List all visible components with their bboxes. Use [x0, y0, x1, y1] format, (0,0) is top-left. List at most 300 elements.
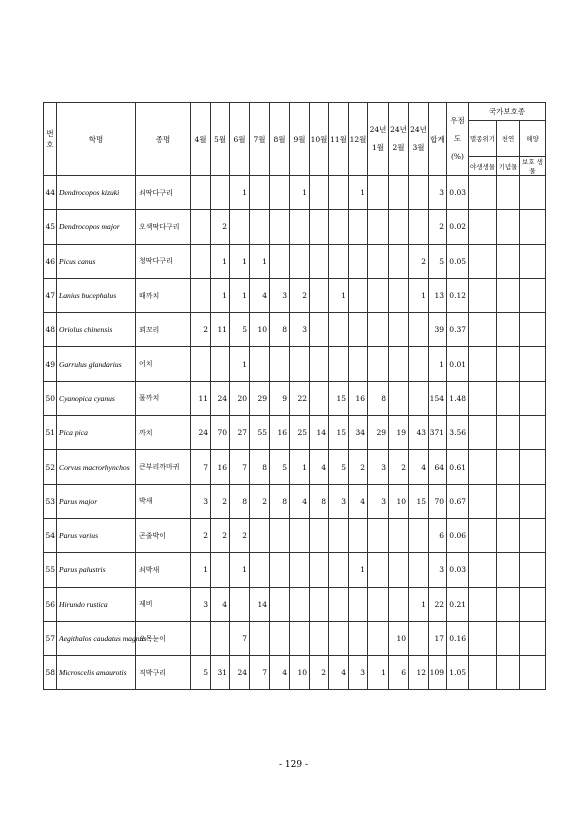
monthly-count: 8: [310, 484, 329, 518]
monthly-count: [290, 518, 310, 552]
monthly-count: [250, 621, 270, 655]
monthly-count: 3: [191, 484, 211, 518]
header-species-name: 종명: [136, 103, 191, 176]
monthly-count: 16: [270, 416, 290, 450]
scientific-name: Picus canus: [57, 244, 136, 278]
monthly-count: 24: [191, 416, 211, 450]
monthly-count: 4: [250, 278, 270, 312]
species-name: 꾀꼬리: [136, 313, 191, 347]
monthly-count: [329, 210, 349, 244]
scientific-name: Hirundo rustica: [57, 587, 136, 621]
monthly-count: 2: [191, 313, 211, 347]
monthly-count: [409, 210, 429, 244]
monthly-count: [211, 553, 230, 587]
total-count: 64: [429, 450, 447, 484]
header-marine-protected: 해양: [520, 121, 546, 157]
monthly-count: 5: [191, 656, 211, 690]
header-month-7: 7월: [250, 103, 270, 176]
header-month-4: 4월: [191, 103, 211, 176]
monthly-count: 1: [230, 278, 250, 312]
monthly-count: [329, 313, 349, 347]
monthly-count: [349, 347, 368, 381]
species-name: 직박구리: [136, 656, 191, 690]
header-scientific-name: 학명: [57, 103, 136, 176]
monthly-count: 1: [191, 553, 211, 587]
total-count: 3: [429, 176, 447, 210]
monthly-count: [349, 621, 368, 655]
monument-cell: [497, 656, 520, 690]
species-name: 박새: [136, 484, 191, 518]
marine-cell: [520, 313, 546, 347]
header-endangered: 멸종위기: [469, 121, 497, 157]
monthly-count: 15: [329, 416, 349, 450]
monthly-count: [270, 518, 290, 552]
monthly-count: 6: [389, 656, 409, 690]
total-count: 17: [429, 621, 447, 655]
monthly-count: [191, 176, 211, 210]
monthly-count: 10: [250, 313, 270, 347]
monthly-count: 29: [250, 381, 270, 415]
monthly-count: [368, 553, 389, 587]
marine-cell: [520, 244, 546, 278]
monthly-count: 1: [349, 176, 368, 210]
monthly-count: 1: [290, 176, 310, 210]
monthly-count: 11: [191, 381, 211, 415]
row-number: 50: [44, 381, 57, 415]
species-name: 쇠딱다구리: [136, 176, 191, 210]
monthly-count: [368, 210, 389, 244]
species-name: 오목눈이: [136, 621, 191, 655]
scientific-name: Oriolus chinensis: [57, 313, 136, 347]
table-row: [44, 484, 546, 518]
monument-cell: [497, 210, 520, 244]
header-month-12: 12월: [349, 103, 368, 176]
monthly-count: 2: [191, 518, 211, 552]
monthly-count: [349, 518, 368, 552]
row-number: 55: [44, 553, 57, 587]
monthly-count: 7: [230, 450, 250, 484]
scientific-name: Lanius bucephalus: [57, 278, 136, 312]
header-no: 번호: [44, 103, 57, 176]
dominance-value: 0.02: [447, 210, 469, 244]
table-row: [44, 450, 546, 484]
monthly-count: 4: [211, 587, 230, 621]
monument-cell: [497, 484, 520, 518]
header-natural-monument-line2: 기념물: [497, 157, 520, 176]
row-number: 48: [44, 313, 57, 347]
row-number: 52: [44, 450, 57, 484]
scientific-name: Cyanopica cyanus: [57, 381, 136, 415]
monthly-count: 31: [211, 656, 230, 690]
monthly-count: [211, 176, 230, 210]
monthly-count: 10: [389, 621, 409, 655]
monthly-count: [329, 244, 349, 278]
monthly-count: [329, 587, 349, 621]
dominance-value: 0.37: [447, 313, 469, 347]
monthly-count: 1: [290, 450, 310, 484]
monthly-count: 2: [290, 278, 310, 312]
header-month-6: 6월: [230, 103, 250, 176]
scientific-name: Pica pica: [57, 416, 136, 450]
species-name: 오색딱다구리: [136, 210, 191, 244]
monthly-count: 16: [211, 450, 230, 484]
header-month-9: 9월: [290, 103, 310, 176]
monthly-count: 10: [290, 656, 310, 690]
monthly-count: [191, 621, 211, 655]
monthly-count: 19: [389, 416, 409, 450]
monthly-count: 8: [368, 381, 389, 415]
header-dominance-unit: (%): [451, 152, 464, 161]
monthly-count: [409, 347, 429, 381]
endangered-cell: [469, 553, 497, 587]
header-dominance-label: 우점도: [450, 116, 465, 143]
row-number: 47: [44, 278, 57, 312]
monthly-count: [270, 587, 290, 621]
total-count: 371: [429, 416, 447, 450]
species-name: 물까치: [136, 381, 191, 415]
endangered-cell: [469, 313, 497, 347]
monthly-count: 1: [230, 347, 250, 381]
table-row: [44, 553, 546, 587]
monthly-count: 3: [290, 313, 310, 347]
endangered-cell: [469, 416, 497, 450]
monthly-count: [329, 518, 349, 552]
table-row: [44, 176, 546, 210]
monthly-count: [310, 176, 329, 210]
monthly-count: [270, 553, 290, 587]
monthly-count: [368, 347, 389, 381]
monument-cell: [497, 518, 520, 552]
monthly-count: 20: [230, 381, 250, 415]
monthly-count: 16: [349, 381, 368, 415]
monthly-count: [270, 244, 290, 278]
monthly-count: 7: [230, 621, 250, 655]
monthly-count: 1: [409, 587, 429, 621]
marine-cell: [520, 484, 546, 518]
monthly-count: [389, 210, 409, 244]
monument-cell: [497, 381, 520, 415]
row-number: 44: [44, 176, 57, 210]
monthly-count: [310, 621, 329, 655]
endangered-cell: [469, 278, 497, 312]
monthly-count: [270, 210, 290, 244]
monthly-count: [310, 210, 329, 244]
dominance-value: 0.12: [447, 278, 469, 312]
dominance-value: 0.05: [447, 244, 469, 278]
monthly-count: [191, 244, 211, 278]
table-row: [44, 518, 546, 552]
monthly-count: [409, 553, 429, 587]
species-name: 까치: [136, 416, 191, 450]
monthly-count: [368, 621, 389, 655]
monthly-count: 5: [270, 450, 290, 484]
monthly-count: [389, 518, 409, 552]
marine-cell: [520, 553, 546, 587]
header-dominance: [447, 103, 469, 176]
scientific-name: Microscelis amaurotis: [57, 656, 136, 690]
monthly-count: 8: [250, 450, 270, 484]
monthly-count: [349, 313, 368, 347]
monthly-count: 2: [389, 450, 409, 484]
monthly-count: [270, 176, 290, 210]
scientific-name: Corvus macrorhynchos: [57, 450, 136, 484]
dominance-value: 3.56: [447, 416, 469, 450]
monthly-count: 2: [409, 244, 429, 278]
monthly-count: 3: [368, 450, 389, 484]
monthly-count: 15: [329, 381, 349, 415]
monument-cell: [497, 244, 520, 278]
table-row: [44, 656, 546, 690]
monthly-count: [310, 553, 329, 587]
header-month-label: 2월: [392, 143, 405, 152]
monthly-count: 29: [368, 416, 389, 450]
monthly-count: [270, 347, 290, 381]
row-number: 57: [44, 621, 57, 655]
monument-cell: [497, 347, 520, 381]
monthly-count: 8: [270, 484, 290, 518]
monthly-count: [230, 210, 250, 244]
row-number: 58: [44, 656, 57, 690]
monthly-count: 1: [250, 244, 270, 278]
row-number: 56: [44, 587, 57, 621]
monthly-count: 5: [329, 450, 349, 484]
monthly-count: 7: [250, 656, 270, 690]
monthly-count: [191, 347, 211, 381]
monthly-count: 1: [211, 244, 230, 278]
total-count: 1: [429, 347, 447, 381]
monthly-count: [389, 347, 409, 381]
row-number: 53: [44, 484, 57, 518]
monthly-count: [290, 210, 310, 244]
monument-cell: [497, 587, 520, 621]
monthly-count: 4: [329, 656, 349, 690]
header-month-8: 8월: [270, 103, 290, 176]
endangered-cell: [469, 210, 497, 244]
monthly-count: [310, 587, 329, 621]
header-month-label: 3월: [412, 143, 425, 152]
dominance-value: 0.01: [447, 347, 469, 381]
monthly-count: 3: [368, 484, 389, 518]
monthly-count: 22: [290, 381, 310, 415]
monthly-count: 1: [211, 278, 230, 312]
monthly-count: 2: [211, 484, 230, 518]
monthly-count: 4: [310, 450, 329, 484]
monthly-count: [310, 381, 329, 415]
monthly-count: 2: [310, 656, 329, 690]
monthly-count: 34: [349, 416, 368, 450]
endangered-cell: [469, 484, 497, 518]
species-name: 제비: [136, 587, 191, 621]
monument-cell: [497, 416, 520, 450]
row-number: 46: [44, 244, 57, 278]
monthly-count: 5: [230, 313, 250, 347]
monthly-count: [270, 621, 290, 655]
total-count: 3: [429, 553, 447, 587]
monthly-count: [389, 278, 409, 312]
monthly-count: 4: [349, 484, 368, 518]
monthly-count: 1: [230, 553, 250, 587]
monthly-count: [368, 244, 389, 278]
monthly-count: 9: [270, 381, 290, 415]
bird-survey-table: [43, 102, 546, 690]
monthly-count: [409, 313, 429, 347]
header-month-5: 5월: [211, 103, 230, 176]
row-number: 49: [44, 347, 57, 381]
endangered-cell: [469, 450, 497, 484]
species-name: 쇠박새: [136, 553, 191, 587]
endangered-cell: [469, 381, 497, 415]
scientific-name: Parus palustris: [57, 553, 136, 587]
monthly-count: [389, 176, 409, 210]
monthly-count: 2: [211, 210, 230, 244]
header-year-label: 24년: [369, 125, 387, 134]
monthly-count: [191, 278, 211, 312]
monthly-count: 7: [191, 450, 211, 484]
monthly-count: 2: [230, 518, 250, 552]
dominance-value: 0.67: [447, 484, 469, 518]
monthly-count: [409, 381, 429, 415]
monthly-count: 24: [230, 656, 250, 690]
monthly-count: [368, 313, 389, 347]
monthly-count: [211, 347, 230, 381]
total-count: 39: [429, 313, 447, 347]
monthly-count: [250, 518, 270, 552]
header-natural-monument: 천연: [497, 121, 520, 157]
header-2024-feb: [389, 103, 409, 176]
monthly-count: [250, 553, 270, 587]
table-row: [44, 587, 546, 621]
monthly-count: 2: [349, 450, 368, 484]
scientific-name: Garrulus glandarius: [57, 347, 136, 381]
monthly-count: 1: [349, 553, 368, 587]
dominance-value: 0.16: [447, 621, 469, 655]
endangered-cell: [469, 656, 497, 690]
monthly-count: 1: [368, 656, 389, 690]
monthly-count: 8: [270, 313, 290, 347]
table-row: [44, 621, 546, 655]
endangered-cell: [469, 244, 497, 278]
total-count: 5: [429, 244, 447, 278]
monthly-count: [290, 244, 310, 278]
table-row: [44, 416, 546, 450]
total-count: 154: [429, 381, 447, 415]
marine-cell: [520, 210, 546, 244]
table-row: [44, 278, 546, 312]
monthly-count: [230, 587, 250, 621]
monument-cell: [497, 313, 520, 347]
monthly-count: 2: [211, 518, 230, 552]
monthly-count: [349, 210, 368, 244]
monthly-count: [290, 347, 310, 381]
scientific-name: Parus varius: [57, 518, 136, 552]
total-count: 22: [429, 587, 447, 621]
monthly-count: 15: [409, 484, 429, 518]
monthly-count: [310, 278, 329, 312]
monthly-count: [290, 587, 310, 621]
page-number: - 129 -: [279, 760, 308, 770]
species-name: 큰부리까마귀: [136, 450, 191, 484]
monthly-count: [368, 518, 389, 552]
monthly-count: 3: [329, 484, 349, 518]
endangered-cell: [469, 347, 497, 381]
header-2024-jan: [368, 103, 389, 176]
monthly-count: [389, 244, 409, 278]
monthly-count: 3: [349, 656, 368, 690]
total-count: 2: [429, 210, 447, 244]
monthly-count: [250, 210, 270, 244]
row-number: 45: [44, 210, 57, 244]
monthly-count: [389, 553, 409, 587]
marine-cell: [520, 587, 546, 621]
monthly-count: 70: [211, 416, 230, 450]
dominance-value: 0.06: [447, 518, 469, 552]
table-row: [44, 347, 546, 381]
monthly-count: [409, 176, 429, 210]
monthly-count: 1: [409, 278, 429, 312]
header-month-11: 11월: [329, 103, 349, 176]
monthly-count: [310, 518, 329, 552]
monument-cell: [497, 278, 520, 312]
monthly-count: 24: [211, 381, 230, 415]
dominance-value: 0.03: [447, 553, 469, 587]
monthly-count: [368, 176, 389, 210]
monthly-count: 1: [230, 176, 250, 210]
monthly-count: 14: [310, 416, 329, 450]
marine-cell: [520, 656, 546, 690]
monthly-count: 4: [290, 484, 310, 518]
monthly-count: [329, 347, 349, 381]
monthly-count: [368, 587, 389, 621]
monthly-count: 2: [250, 484, 270, 518]
endangered-cell: [469, 518, 497, 552]
monthly-count: [211, 621, 230, 655]
monthly-count: [349, 244, 368, 278]
total-count: 109: [429, 656, 447, 690]
total-count: 70: [429, 484, 447, 518]
monthly-count: [389, 381, 409, 415]
dominance-value: 1.05: [447, 656, 469, 690]
monthly-count: [349, 278, 368, 312]
monthly-count: [368, 278, 389, 312]
scientific-name: Aegithalos caudatus magnus: [57, 621, 136, 655]
scientific-name: Parus major: [57, 484, 136, 518]
monthly-count: 10: [389, 484, 409, 518]
monthly-count: [191, 210, 211, 244]
monument-cell: [497, 553, 520, 587]
monthly-count: 3: [191, 587, 211, 621]
monthly-count: 14: [250, 587, 270, 621]
monthly-count: 25: [290, 416, 310, 450]
header-endangered-line2: 야생생물: [469, 157, 497, 176]
monthly-count: [250, 176, 270, 210]
monthly-count: 12: [409, 656, 429, 690]
marine-cell: [520, 416, 546, 450]
marine-cell: [520, 621, 546, 655]
monthly-count: 8: [230, 484, 250, 518]
monument-cell: [497, 621, 520, 655]
monthly-count: [329, 553, 349, 587]
header-month-label: 1월: [371, 143, 385, 152]
monthly-count: 11: [211, 313, 230, 347]
monthly-count: [389, 313, 409, 347]
row-number: 51: [44, 416, 57, 450]
header-national-protected: 국가보호종: [469, 103, 546, 121]
dominance-value: 1.48: [447, 381, 469, 415]
dominance-value: 0.61: [447, 450, 469, 484]
monthly-count: [310, 347, 329, 381]
header-2024-mar: [409, 103, 429, 176]
marine-cell: [520, 450, 546, 484]
